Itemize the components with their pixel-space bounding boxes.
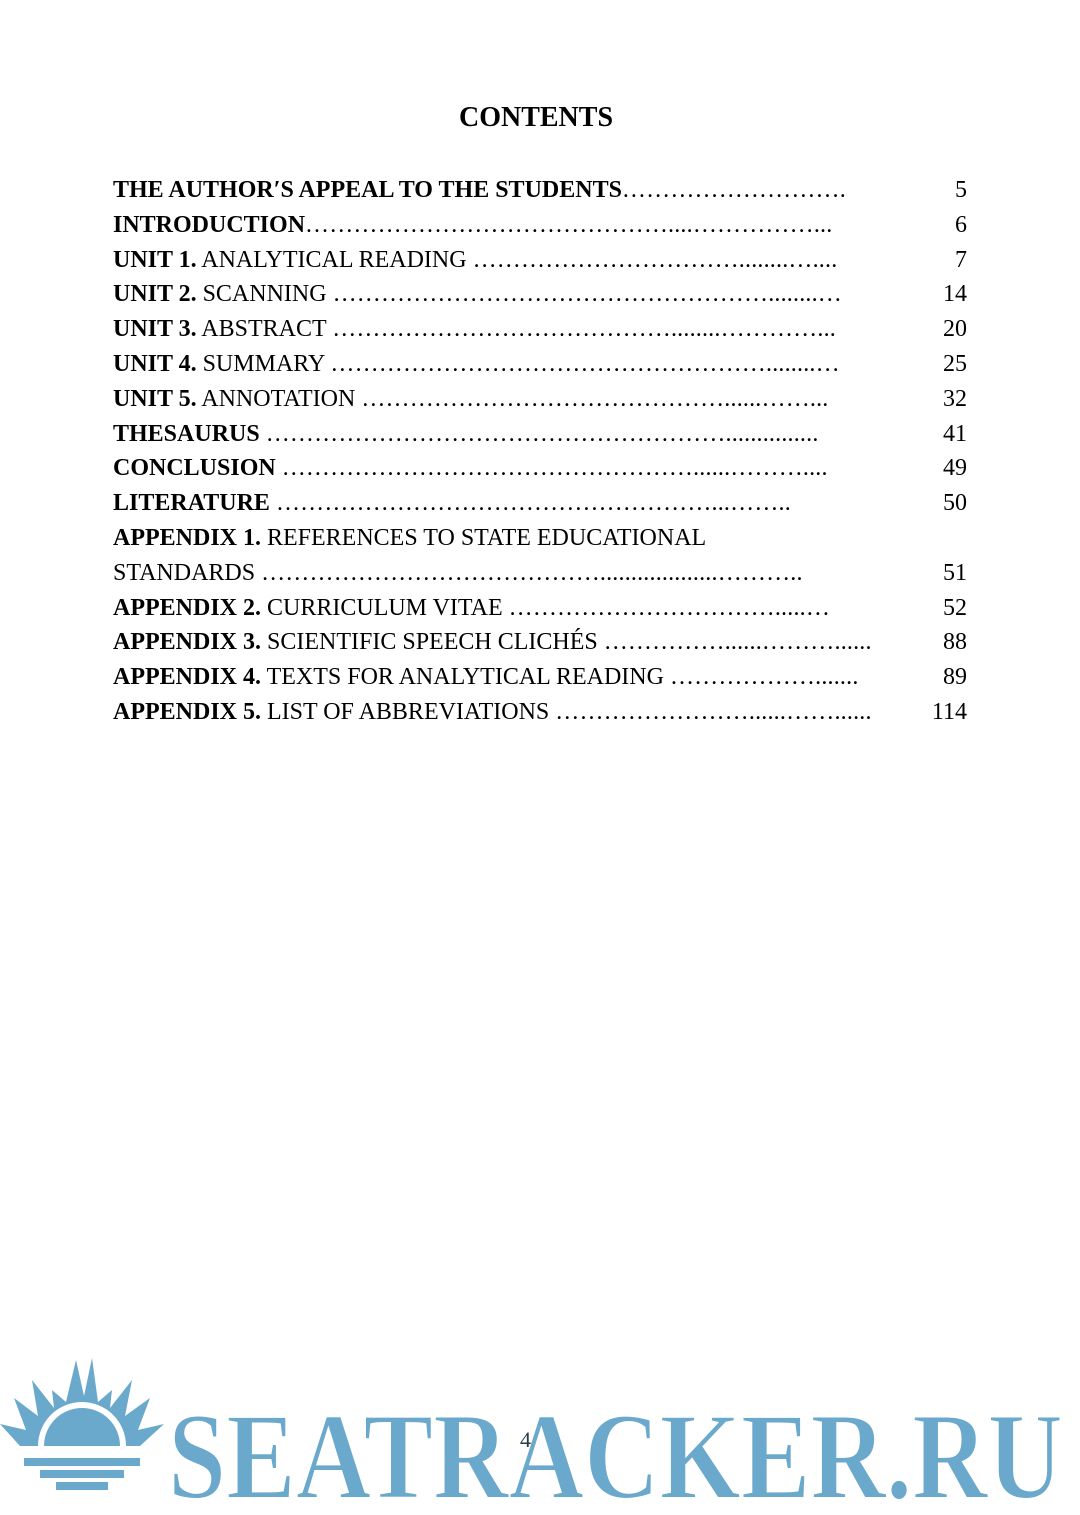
toc-entry[interactable] — [113, 347, 967, 382]
toc-entry-heading: LITERATURE — [113, 490, 270, 517]
toc-entry-heading: APPENDIX 1. — [113, 524, 261, 551]
toc-entry-title: REFERENCES TO STATE EDUCATIONAL — [261, 524, 707, 551]
toc-entry-leader: ……………………………………………......……….... — [281, 455, 828, 482]
toc-entry-page: 32 — [943, 385, 967, 412]
toc-entry-leader: ……………......………...... — [603, 629, 872, 656]
toc-entry-leader: ……………………………………........…………... — [332, 316, 836, 343]
toc-entry-page: 114 — [931, 698, 967, 725]
toc-entry-page: 14 — [943, 281, 967, 308]
toc-entry[interactable] — [113, 277, 967, 312]
toc-entry-leader: …………………………………………………............... — [265, 420, 819, 447]
toc-entry-title: CURRICULUM VITAE — [261, 594, 509, 621]
page-title: CONTENTS — [458, 102, 614, 133]
watermark-logo — [0, 1350, 1080, 1515]
toc-entry-heading: APPENDIX 4. — [113, 664, 261, 691]
toc-entry-page: 5 — [955, 177, 967, 203]
toc-entry-page: 7 — [955, 246, 967, 273]
toc-entry-heading: UNIT 3. — [113, 316, 197, 343]
sun-icon — [0, 1358, 164, 1490]
toc-entry-heading: APPENDIX 3. — [113, 629, 261, 656]
toc-entry-heading: UNIT 1. — [113, 246, 197, 273]
toc-entry-title: ANALYTICAL READING — [196, 246, 473, 273]
toc-entry-title: SCIENTIFIC SPEECH CLICHÉS — [261, 629, 604, 656]
toc-entry-title: LIST OF ABBREVIATIONS — [261, 698, 556, 725]
table-of-contents — [113, 173, 967, 730]
toc-entry-leader: …………………………….....… — [508, 594, 831, 621]
toc-entry[interactable] — [113, 451, 967, 486]
toc-entry-page: 25 — [943, 350, 967, 377]
toc-entry-heading: UNIT 5. — [113, 385, 197, 412]
toc-entry-page: 51 — [943, 559, 967, 586]
toc-entry-page: 49 — [943, 455, 967, 482]
toc-entry[interactable] — [113, 243, 967, 278]
toc-entry-leader: ………………………………………....……………... — [305, 211, 833, 238]
toc-entry-leader: ………………………………………………...…….. — [275, 490, 791, 517]
toc-entry-leader: ……………………………………...................……….. — [261, 559, 803, 586]
toc-entry-title: ABSTRACT — [196, 316, 333, 343]
watermark-text: SEATRACKER.RU — [168, 1388, 1063, 1515]
toc-entry-page: 6 — [955, 211, 967, 238]
toc-entry[interactable] — [113, 591, 967, 626]
toc-entry[interactable] — [113, 382, 967, 417]
toc-entry-leader: ………………………………………………........… — [332, 281, 842, 308]
toc-entry[interactable] — [113, 556, 967, 591]
toc-entry-page: 88 — [943, 629, 967, 656]
toc-entry-leader: ……………………………........….... — [472, 246, 838, 273]
toc-entry-title: SCANNING — [196, 281, 333, 308]
toc-entry-title: TEXTS FOR ANALYTICAL READING — [261, 664, 670, 691]
toc-entry-leader: ………………………. — [621, 177, 846, 203]
toc-entry-leader: ………………………………………......……... — [361, 385, 829, 412]
toc-entry[interactable] — [113, 625, 967, 660]
toc-entry-leader: ………………....... — [669, 664, 859, 691]
toc-entry-title: SUMMARY — [196, 350, 331, 377]
toc-entry[interactable] — [113, 486, 967, 521]
toc-entry-page: 89 — [943, 664, 967, 691]
toc-entry[interactable] — [113, 312, 967, 347]
toc-entry[interactable] — [113, 173, 967, 208]
toc-entry-heading: THE AUTHOR′S APPEAL TO THE STUDENTS — [113, 177, 622, 203]
toc-entry-heading: INTRODUCTION — [113, 211, 306, 238]
toc-entry[interactable] — [113, 208, 967, 243]
toc-entry[interactable] — [113, 695, 967, 730]
toc-entry-heading: UNIT 2. — [113, 281, 197, 308]
toc-entry-heading: APPENDIX 2. — [113, 594, 261, 621]
toc-entry-title: STANDARDS — [113, 559, 262, 586]
toc-entry-title: ANNOTATION — [196, 385, 362, 412]
toc-entry-leader: ……………………......……...... — [555, 698, 872, 725]
toc-entry-leader: ………………………………………………........… — [330, 350, 840, 377]
toc-entry[interactable] — [113, 417, 967, 452]
toc-entry-page: 52 — [943, 594, 967, 621]
toc-entry-heading: UNIT 4. — [113, 350, 197, 377]
toc-entry-heading: THESAURUS — [113, 420, 260, 447]
toc-entry-page: 20 — [943, 316, 967, 343]
toc-entry-heading: APPENDIX 5. — [113, 698, 261, 725]
toc-entry-heading: CONCLUSION — [113, 455, 276, 482]
toc-entry[interactable] — [113, 521, 967, 556]
toc-entry-page: 50 — [943, 490, 967, 517]
toc-entry[interactable] — [113, 660, 967, 695]
toc-entry-page: 41 — [943, 420, 967, 447]
page-number: 4 — [520, 1427, 531, 1452]
